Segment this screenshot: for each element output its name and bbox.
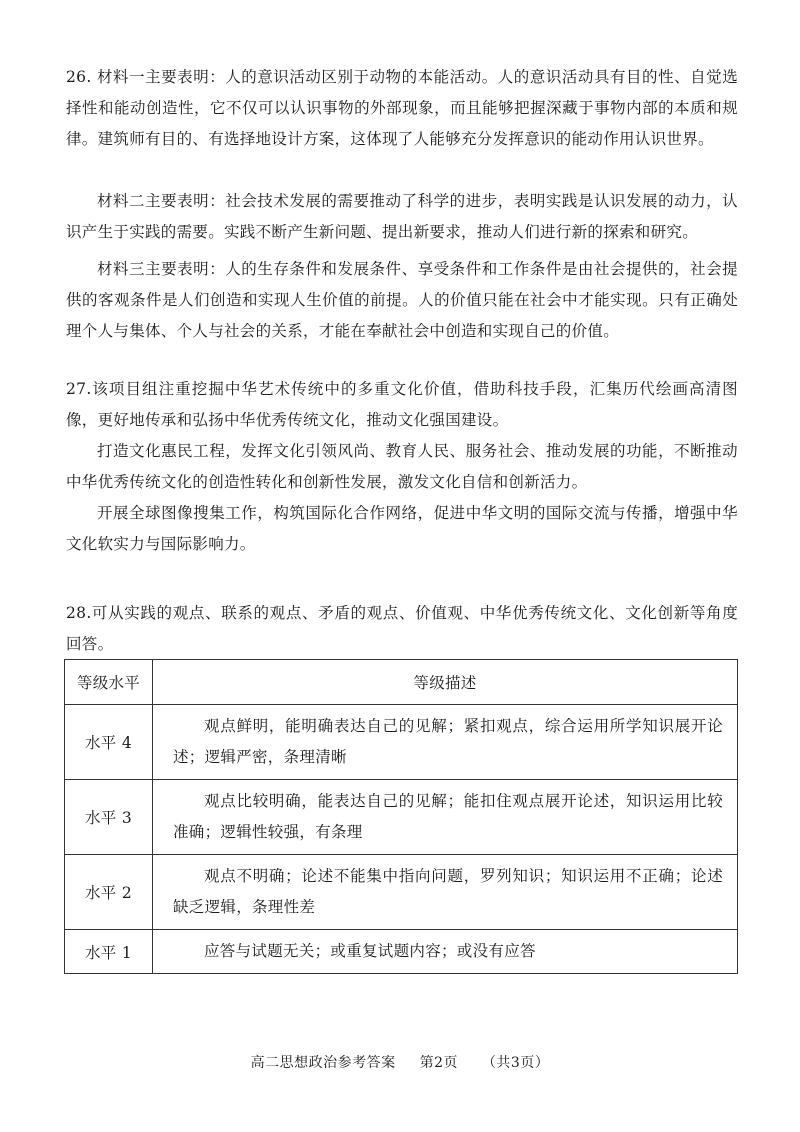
header-level: 等级水平 [65,660,153,705]
header-description: 等级描述 [153,660,738,705]
q26-paragraph-3: 材料三主要表明：人的生存条件和发展条件、享受条件和工作条件是由社会提供的，社会提供的客观条件是人们创造和实现人生价值的前提。人的价值只能在社会中才能实现。只有正确处理个人与集体、个人与社会的关系，才能在奉献社会中创造和实现自己的价值。 [66,260,738,340]
level-cell: 水平 1 [65,930,153,974]
q27-paragraph-2: 打造文化惠民工程，发挥文化引领风尚、教育人民、服务社会、推动发展的功能，不断推动中华优秀传统文化的创造性转化和创新性发展，激发文化自信和创新活力。 [66,442,738,491]
description-text: 应答与试题无关；或重复试题内容；或没有应答 [204,942,536,960]
level-cell: 水平 3 [65,780,153,855]
table-row [65,705,738,780]
table-row [65,930,738,974]
grading-table [64,659,738,974]
q26-paragraph-1: 26. 材料一主要表明：人的意识活动区别于动物的本能活动。人的意识活动具有目的性、自觉选择性和能动创造性，它不仅可以认识事物的外部现象，而且能够把握深藏于事物内部的本质和规律。建筑师有目的、有选择地设计方案，这体现了人能够充分发挥意识的能动作用认识世界。 [66,68,738,148]
description-cell [153,855,738,930]
table-header-row [65,660,738,705]
footer-page-number: 第2页 [419,1055,458,1071]
page-footer [0,1052,800,1072]
description-cell [153,705,738,780]
q27-paragraph-1: 27.该项目组注重挖掘中华艺术传统中的多重文化价值，借助科技手段，汇集历代绘画高清图像，更好地传承和弘扬中华优秀传统文化，推动文化强国建设。 [66,380,738,429]
table-row [65,780,738,855]
description-text: 观点鲜明，能明确表达自己的见解；紧扣观点，综合运用所学知识展开论述；逻辑严密，条理清晰 [173,717,723,766]
footer-total-pages: （共3页） [481,1055,550,1071]
table-row [65,855,738,930]
description-cell [153,930,738,974]
description-cell [153,780,738,855]
q27-paragraph-3: 开展全球图像搜集工作，构筑国际化合作网络，促进中华文明的国际交流与传播，增强中华文化软实力与国际影响力。 [66,504,738,553]
level-cell: 水平 2 [65,855,153,930]
description-text: 观点比较明确，能表达自己的见解；能扣住观点展开论述，知识运用比较准确；逻辑性较强，有条理 [173,792,723,841]
description-text: 观点不明确；论述不能集中指向问题，罗列知识；知识运用不正确；论述缺乏逻辑，条理性差 [173,867,723,916]
q26-paragraph-2: 材料二主要表明：社会技术发展的需要推动了科学的进步，表明实践是认识发展的动力，认识产生于实践的需要。实践不断产生新问题、提出新要求，推动人们进行新的探索和研究。 [66,192,738,241]
footer-doc-title: 高二思想政治参考答案 [250,1055,396,1071]
level-cell: 水平 4 [65,705,153,780]
q28-intro: 28.可从实践的观点、联系的观点、矛盾的观点、价值观、中华优秀传统文化、文化创新等角度回答。 [66,604,738,653]
